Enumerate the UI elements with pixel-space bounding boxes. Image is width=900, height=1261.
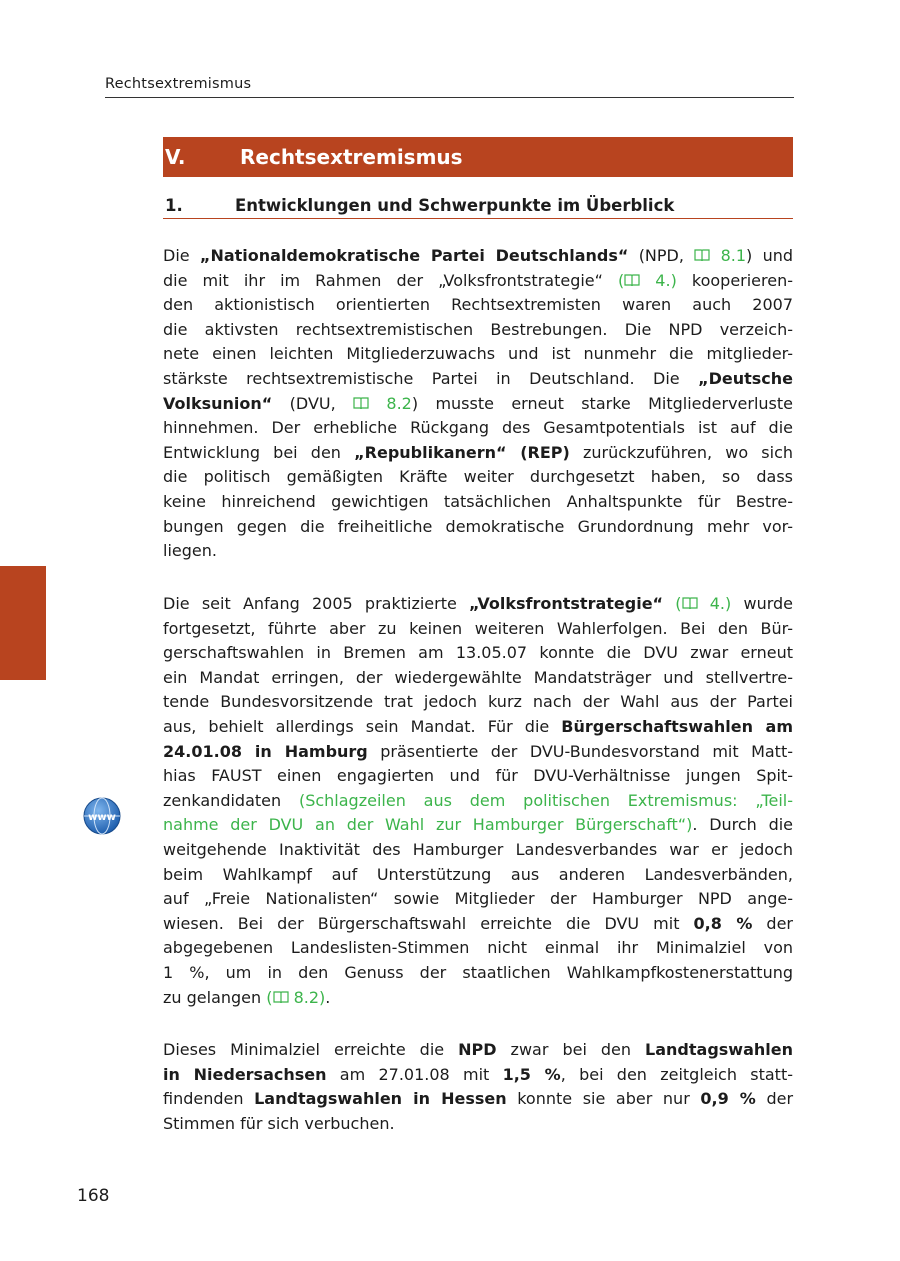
crossref-link[interactable]: ( 4.) — [675, 594, 732, 613]
headline-link[interactable]: nahme der DVU an der Wahl zur Hamburger Bürgerschaft“) — [163, 815, 693, 835]
book-icon — [694, 249, 710, 262]
chapter-title: Rechtsextremismus — [240, 145, 463, 169]
crossref-link[interactable]: 8.2 — [353, 394, 412, 413]
paragraph-3: Dieses Minimalziel erreichte die NPD zwar bei den Landtagswahlen in Niedersachsen am 27.01.08 mit 1,5 %, bei den zeitgleich statt- findenden Landtagswahlen in Hessen konnte sie aber nur 0,9 % der Stimmen für sich verbuchen. — [163, 1040, 794, 1133]
section-title: Entwicklungen und Schwerpunkte im Überblick — [235, 196, 675, 215]
crossref-link[interactable]: ( 4.) — [618, 270, 677, 290]
svg-text:www: www — [88, 812, 116, 823]
paragraph-2: Die seit Anfang 2005 praktizierte „Volksfrontstrategie“ ( 4.) wurde fortgesetzt, führte aber zu keinen weiteren Wahlerfolgen. Bei den Bür- gerschaftswahlen in Bremen am 13.05.07 konnte die DVU zwar erneut ein Mandat erringen, der wiedergewählte Mandatsträger und stellvertre- tende Bundesvorsitzende trat jedoch kurz nach der Wahl aus der Partei aus, behielt allerdings sein Mandat. Für die Bürgerschaftswahlen am 24.01.08 in Hamburg präsentierte der DVU-Bundesvorstand mit Matt- hias FAUST einen engagierten und für DVU-Verhältnisse jungen Spit- zenkandidaten (Schlagzeilen aus dem politischen Extremismus: „Teil- nahme der DVU an der Wahl zur Hamburger Bürgerschaft“). Durch die weitgehende Inaktivität des Hamburger Landesverbandes war er jedoch beim Wahlkampf auf Unterstützung aus anderen Landesverbänden, auf „Freie Nationalisten“ sowie Mitglieder der Hamburger NPD ange- wiesen. Bei der Bürgerschaftswahl erreichte die DVU mit 0,8 % der abgegebenen Landeslisten-Stimmen nicht einmal ihr Minimalziel von 1 %, um in den Genuss der staatlichen Wahlkampfkostenerstattung zu gelangen ( 8.2). — [163, 594, 794, 1007]
book-icon — [273, 991, 289, 1004]
paragraph-1: Die „Nationaldemokratische Partei Deutschlands“ (NPD, 8.1) und die mit ihr im Rahmen der „Volksfrontstrategie“ ( 4.) kooperieren- den aktionistisch orientierten Rechtsextremisten waren auch 2007 die aktivsten rechtsextremistischen Bestrebungen. Die NPD verzeich- nete einen leichten Mitgliederzuwachs und ist nunmehr die mitglieder- stärkste rechtsextremistische Partei in Deutschland. Die „Deutsche Volksunion“ (DVU, 8.2) musste erneut starke Mitgliederverluste hinnehmen. Der erhebliche Rückgang des Gesamtpotentials ist auf die Entwicklung bei den „Republikanern“ (REP) zurückzuführen, wo sich die politisch gemäßigten Kräfte weiter durchgesetzt haben, so dass keine hinreichend gewichtigen tatsächlichen Anhaltspunkte für Bestre- bungen gegen die freiheitliche demokratische Grundordnung mehr vor- liegen. — [163, 246, 794, 561]
crossref-link[interactable]: ( 8.2) — [266, 987, 326, 1007]
running-head: Rechtsextremismus — [105, 76, 794, 98]
chapter-number: V. — [165, 145, 186, 169]
www-globe-icon[interactable] — [83, 797, 121, 835]
crossref-link[interactable]: 8.1 — [694, 246, 746, 265]
book-icon — [682, 597, 698, 610]
chapter-heading — [163, 137, 793, 177]
section-heading — [163, 196, 793, 219]
chapter-side-tab — [0, 566, 46, 680]
book-icon — [624, 274, 640, 287]
headline-link[interactable]: (Schlagzeilen aus dem politischen Extremismus: „Teil- — [298, 790, 794, 810]
book-icon — [353, 397, 369, 410]
section-number: 1. — [165, 196, 183, 215]
page-number: 168 — [77, 1186, 110, 1206]
